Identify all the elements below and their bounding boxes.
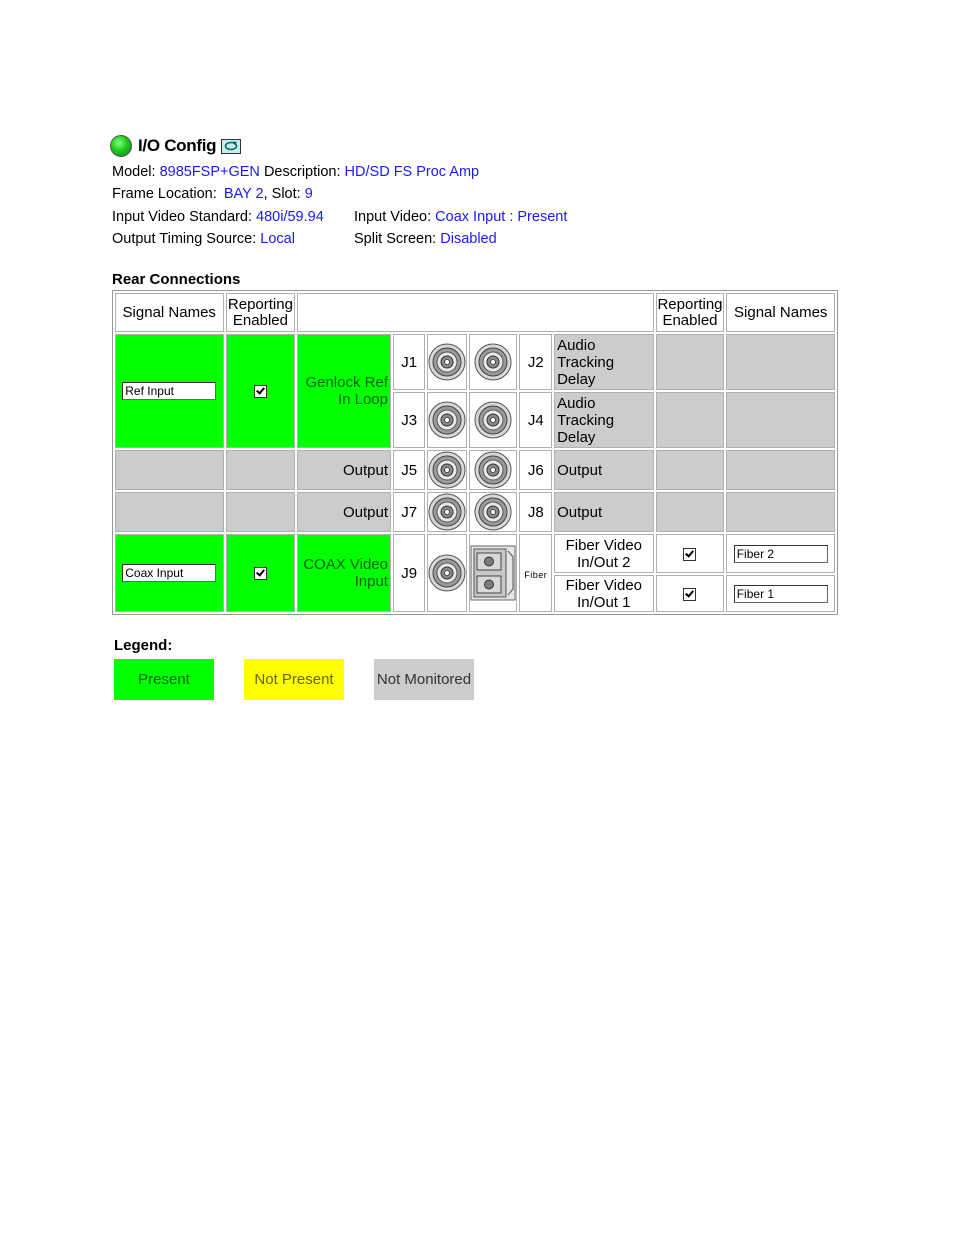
- bnc-connector-icon: [474, 451, 512, 489]
- j5-connector-cell: [427, 450, 467, 490]
- j6-reporting-cell: [656, 450, 725, 490]
- table-header-row: [115, 293, 835, 332]
- fiber1-line1: Fiber Video: [565, 576, 643, 594]
- header-connectors: [297, 293, 653, 332]
- j4-connector-cell: [469, 392, 517, 448]
- ref-input-name-field[interactable]: [122, 382, 216, 400]
- fiber1-reporting-checkbox[interactable]: [683, 588, 696, 601]
- table-row-j7-j8: [115, 492, 835, 532]
- fiber1-signal-cell: [726, 575, 835, 612]
- j6-label: J6: [519, 450, 552, 490]
- coax-input-reporting-cell: [226, 534, 296, 612]
- fiber-label: [519, 534, 552, 612]
- input-video-line: [354, 209, 567, 225]
- rear-connections-title: Rear Connections: [112, 271, 241, 288]
- fiber2-reporting-checkbox[interactable]: [683, 548, 696, 561]
- header-reporting-line2: Enabled: [662, 311, 718, 329]
- j7-function-cell: Output: [297, 492, 391, 532]
- audio-line2: Tracking: [557, 411, 615, 429]
- fiber2-function-cell: [554, 534, 653, 573]
- output-timing-line: [112, 231, 295, 247]
- fiber1-reporting-cell: [656, 575, 725, 612]
- j1-connector-cell: [427, 334, 467, 390]
- audio-line2: Tracking: [557, 353, 615, 371]
- fiber2-signal-cell: [726, 534, 835, 573]
- fiber1-name-field[interactable]: [734, 585, 828, 603]
- header-reporting-line2: Enabled: [232, 311, 288, 329]
- j6-function-cell: Output: [554, 450, 653, 490]
- header-signal-names-left: Signal Names: [115, 293, 224, 332]
- j2-label: J2: [519, 334, 552, 390]
- fiber2-line1: Fiber Video: [565, 536, 643, 554]
- header-reporting-line1: Reporting: [227, 295, 293, 313]
- header-reporting-right: [656, 293, 725, 332]
- frame-location-label: Frame Location:: [112, 186, 217, 202]
- audio-line3: Delay: [557, 370, 596, 388]
- status-led-icon: [110, 135, 132, 157]
- j5-reporting-cell: [226, 450, 296, 490]
- model-line: [112, 164, 479, 180]
- j9-connector-cell: [427, 534, 467, 612]
- legend-not-present: Not Present: [244, 659, 344, 700]
- fiber2-name-field[interactable]: [734, 545, 828, 563]
- bnc-connector-icon: [428, 343, 466, 381]
- header-signal-names-right: Signal Names: [726, 293, 835, 332]
- fiber2-line2: In/Out 2: [577, 553, 631, 571]
- j4-label: J4: [519, 392, 552, 448]
- input-standard-line: [112, 209, 324, 225]
- j6-connector-cell: [469, 450, 517, 490]
- page-title: I/O Config: [138, 136, 217, 155]
- genlock-ref-cell: [297, 334, 391, 448]
- coax-video-input-cell: [297, 534, 391, 612]
- input-standard-value: 480i/59.94: [256, 209, 324, 225]
- split-screen-label: Split Screen:: [354, 231, 437, 247]
- table-row-j9-fiber2: [115, 534, 835, 573]
- ref-input-reporting-checkbox[interactable]: [254, 385, 267, 398]
- j8-signal-cell: [726, 492, 835, 532]
- page-header: [110, 133, 241, 159]
- bnc-connector-icon: [428, 401, 466, 439]
- input-video-value: Coax Input : Present: [435, 209, 568, 225]
- j7-signal-cell: [115, 492, 224, 532]
- j2-reporting-cell: [656, 334, 725, 390]
- description-label: Description:: [263, 164, 341, 180]
- coax-input-name-field[interactable]: [122, 564, 216, 582]
- rear-connections-table: [112, 290, 838, 615]
- j9-label: J9: [393, 534, 425, 612]
- frame-location-line: [112, 186, 313, 202]
- fiber1-function-cell: [554, 575, 653, 612]
- coax-input-signal-cell: [115, 534, 224, 612]
- j8-function-cell: Output: [554, 492, 653, 532]
- table-row-j1-j2: [115, 334, 835, 390]
- audio-line1: Audio: [557, 336, 596, 354]
- refresh-button[interactable]: [221, 139, 241, 154]
- fiber-label-text: Fiber: [524, 569, 548, 580]
- j4-reporting-cell: [656, 392, 725, 448]
- j2-function-cell: [554, 334, 653, 390]
- j5-function-cell: Output: [297, 450, 391, 490]
- j7-label: J7: [393, 492, 425, 532]
- j8-label: J8: [519, 492, 552, 532]
- j4-function-cell: [554, 392, 653, 448]
- j4-signal-cell: [726, 392, 835, 448]
- bnc-connector-icon: [474, 493, 512, 531]
- j1-label: J1: [393, 334, 425, 390]
- fiber2-reporting-cell: [656, 534, 725, 573]
- bnc-connector-icon: [474, 343, 512, 381]
- fiber-connector-icon: [470, 545, 516, 601]
- coax-line2: Input: [354, 573, 388, 590]
- legend-not-monitored: Not Monitored: [374, 659, 474, 700]
- ref-input-reporting-cell: [226, 334, 296, 448]
- model-label: Model:: [112, 164, 156, 180]
- header-reporting-line1: Reporting: [657, 295, 723, 313]
- j2-connector-cell: [469, 334, 517, 390]
- input-standard-label: Input Video Standard:: [112, 209, 253, 225]
- slot-value: 9: [304, 186, 313, 202]
- j8-connector-cell: [469, 492, 517, 532]
- output-timing-value: Local: [260, 231, 295, 247]
- bay-value: BAY 2: [223, 186, 264, 202]
- header-reporting-left: [226, 293, 296, 332]
- j7-reporting-cell: [226, 492, 296, 532]
- j2-signal-cell: [726, 334, 835, 390]
- ref-input-signal-cell: [115, 334, 224, 448]
- split-screen-line: [354, 231, 497, 247]
- slot-label: , Slot:: [263, 186, 301, 202]
- bnc-connector-icon: [428, 451, 466, 489]
- legend-present: Present: [114, 659, 214, 700]
- audio-line3: Delay: [557, 428, 596, 446]
- bnc-connector-icon: [474, 401, 512, 439]
- audio-line1: Audio: [557, 394, 596, 412]
- bnc-connector-icon: [428, 554, 466, 592]
- description-value: HD/SD FS Proc Amp: [344, 164, 480, 180]
- j3-label: J3: [393, 392, 425, 448]
- coax-input-reporting-checkbox[interactable]: [254, 567, 267, 580]
- coax-line1: COAX Video: [303, 556, 388, 573]
- bnc-connector-icon: [428, 493, 466, 531]
- genlock-line2: In Loop: [337, 391, 388, 408]
- fiber-connector-cell: [469, 534, 517, 612]
- refresh-icon: [224, 141, 238, 151]
- table-row-j5-j6: [115, 450, 835, 490]
- legend-title: Legend:: [114, 637, 173, 654]
- j7-connector-cell: [427, 492, 467, 532]
- split-screen-value: Disabled: [440, 231, 497, 247]
- j8-reporting-cell: [656, 492, 725, 532]
- j3-connector-cell: [427, 392, 467, 448]
- j5-signal-cell: [115, 450, 224, 490]
- output-timing-label: Output Timing Source:: [112, 231, 257, 247]
- model-value: 8985FSP+GEN: [159, 164, 260, 180]
- input-video-label: Input Video:: [354, 209, 432, 225]
- genlock-line1: Genlock Ref: [305, 374, 388, 391]
- j5-label: J5: [393, 450, 425, 490]
- j6-signal-cell: [726, 450, 835, 490]
- fiber1-line2: In/Out 1: [577, 593, 631, 611]
